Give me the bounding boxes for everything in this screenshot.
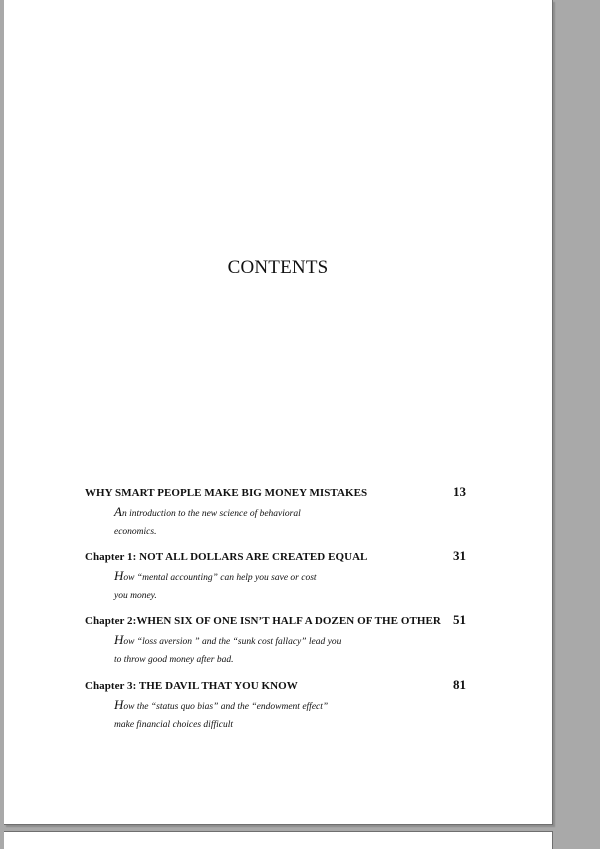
- toc-description-initial: H: [114, 697, 124, 712]
- toc-description-line: [114, 631, 374, 651]
- toc-page-number: 13: [453, 484, 466, 499]
- toc-description-line: [114, 503, 374, 523]
- toc-entry-chapter-2: [85, 614, 485, 669]
- toc-description-line: to throw good money after bad.: [114, 655, 234, 665]
- next-page-preview: [4, 831, 553, 849]
- toc-description-text: ow “mental accounting” can help you save or cost: [123, 573, 317, 583]
- toc-description-line: [114, 696, 374, 716]
- toc-heading: Chapter 3: THE DAVIL THAT YOU KNOW: [85, 680, 298, 692]
- page-title: CONTENTS: [227, 257, 329, 278]
- toc-description-line: make financial choices difficult: [114, 720, 233, 730]
- toc-description-line: economics.: [114, 527, 157, 537]
- toc-page-number: 81: [453, 677, 466, 692]
- toc-description-initial: H: [114, 632, 124, 647]
- toc-heading: Chapter 1: NOT ALL DOLLARS ARE CREATED EQUAL: [85, 551, 368, 563]
- toc-entry-intro: [85, 486, 485, 541]
- toc-page-number: 31: [453, 548, 466, 563]
- toc-description: [114, 631, 374, 669]
- toc-heading: Chapter 2:WHEN SIX OF ONE ISN’T HALF A DOZEN OF THE OTHER: [85, 615, 441, 627]
- toc-description-text: n introduction to the new science of behavioral: [121, 509, 301, 519]
- toc-entry-chapter-3: [85, 679, 485, 734]
- toc-description-line: [114, 567, 374, 587]
- toc-entry-chapter-1: [85, 550, 485, 605]
- toc-description-initial: A: [114, 504, 122, 519]
- toc-description-initial: H: [114, 568, 124, 583]
- toc-description-line: you money.: [114, 591, 157, 601]
- toc-description-text: ow the “status quo bias” and the “endowment effect”: [123, 702, 329, 712]
- toc-description-text: ow “loss aversion ” and the “sunk cost fallacy” lead you: [123, 637, 342, 647]
- document-page: [4, 0, 553, 825]
- toc-page-number: 51: [453, 612, 466, 627]
- toc-description: [114, 503, 374, 541]
- toc-heading: WHY SMART PEOPLE MAKE BIG MONEY MISTAKES: [85, 487, 368, 499]
- toc-description: [114, 696, 374, 734]
- toc-description: [114, 567, 374, 605]
